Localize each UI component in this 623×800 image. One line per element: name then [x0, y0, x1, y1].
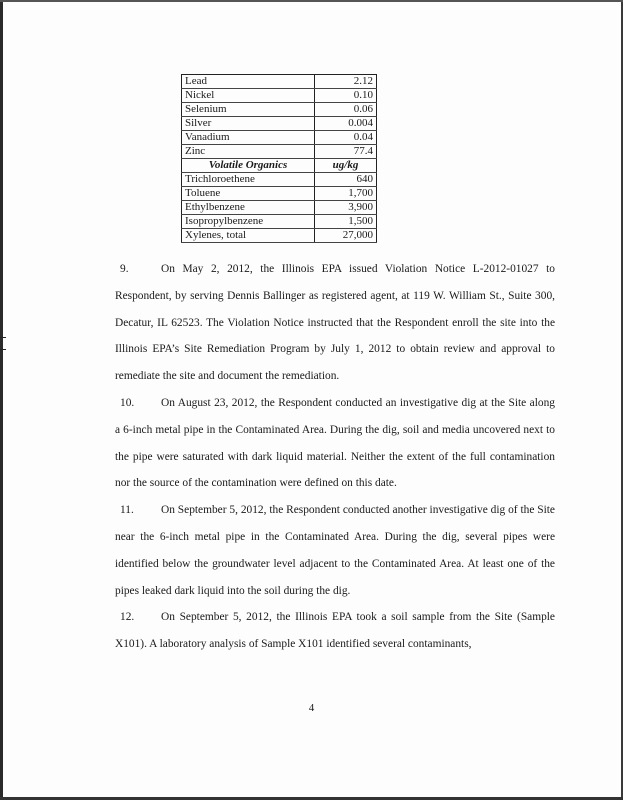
contaminant-value: 2.12 — [315, 75, 377, 89]
contaminant-value: 0.04 — [315, 131, 377, 145]
contaminant-name: Selenium — [182, 103, 315, 117]
contaminant-value: 0.10 — [315, 89, 377, 103]
contaminant-name: Lead — [182, 75, 315, 89]
table-row — [182, 131, 377, 145]
scan-edge-top — [0, 0, 623, 2]
table-row — [182, 173, 377, 187]
contaminant-name: Toluene — [182, 187, 315, 201]
contaminant-name: Zinc — [182, 145, 315, 159]
paragraph-text: On May 2, 2012, the Illinois EPA issued Violation Notice L-2012-01027 to Respondent, by serving Dennis Ballinger as registered agent, at 119 W. William St., Suite 300, Decatur, IL 62523. The Violation Notice instructed that the Respondent enroll the site into the Illinois EPA’s Site Remediation Program by July 1, 2012 to obtain review and approval to remediate the site and document the remediation. — [115, 263, 555, 383]
paragraph-text: On September 5, 2012, the Illinois EPA took a soil sample from the Site (Sample X101). A laboratory analysis of Sample X101 identified several contaminants, — [115, 611, 555, 651]
scan-tick — [0, 349, 6, 350]
section-header-unit: ug/kg — [315, 159, 377, 173]
contaminant-value: 1,500 — [315, 215, 377, 229]
paragraph-10 — [115, 390, 555, 497]
contaminant-name: Xylenes, total — [182, 229, 315, 243]
table-row — [182, 145, 377, 159]
table-row — [182, 75, 377, 89]
contaminant-name: Vanadium — [182, 131, 315, 145]
table-row — [182, 89, 377, 103]
table-row — [182, 201, 377, 215]
table-row — [182, 229, 377, 243]
paragraph-text: On September 5, 2012, the Respondent conducted another investigative dig of the Site near the 6-inch metal pipe in the Contaminated Area. During the dig, several pipes were identified below the groundwater level adjacent to the Contaminated Area. At least one of the pipes leaked dark liquid into the soil during the dig. — [115, 504, 555, 597]
table-section-header — [182, 159, 377, 173]
table-row — [182, 117, 377, 131]
contaminant-name: Isopropylbenzene — [182, 215, 315, 229]
paragraph-12 — [115, 604, 555, 658]
contaminant-value: 0.06 — [315, 103, 377, 117]
contaminant-value: 77.4 — [315, 145, 377, 159]
contaminant-name: Trichloroethene — [182, 173, 315, 187]
scan-edge-left — [0, 0, 3, 800]
paragraph-number: 11. — [120, 504, 134, 517]
body-text — [115, 256, 555, 658]
contaminant-value: 1,700 — [315, 187, 377, 201]
section-header-name: Volatile Organics — [182, 159, 315, 173]
contaminant-table — [181, 74, 377, 243]
contaminant-value: 27,000 — [315, 229, 377, 243]
paragraph-number: 10. — [120, 396, 135, 409]
table-row — [182, 187, 377, 201]
contaminant-name: Nickel — [182, 89, 315, 103]
contaminant-value: 3,900 — [315, 201, 377, 215]
paragraph-text: On August 23, 2012, the Respondent conducted an investigative dig at the Site along a 6-inch metal pipe in the Contaminated Area. During the dig, soil and media uncovered next to the pipe were saturated with dark liquid material. Neither the extent of the full contamination nor the source of the contamination were defined on this date. — [115, 396, 555, 490]
scan-tick — [0, 337, 6, 338]
contaminant-name: Ethylbenzene — [182, 201, 315, 215]
paragraph-number: 12. — [120, 611, 135, 624]
paragraph-9 — [115, 256, 555, 390]
contaminant-value: 640 — [315, 173, 377, 187]
paragraph-11 — [115, 497, 555, 604]
contaminant-name: Silver — [182, 117, 315, 131]
paragraph-number: 9. — [120, 263, 129, 275]
table-row — [182, 103, 377, 117]
contaminant-value: 0.004 — [315, 117, 377, 131]
page-number: 4 — [308, 702, 315, 714]
table-row — [182, 215, 377, 229]
